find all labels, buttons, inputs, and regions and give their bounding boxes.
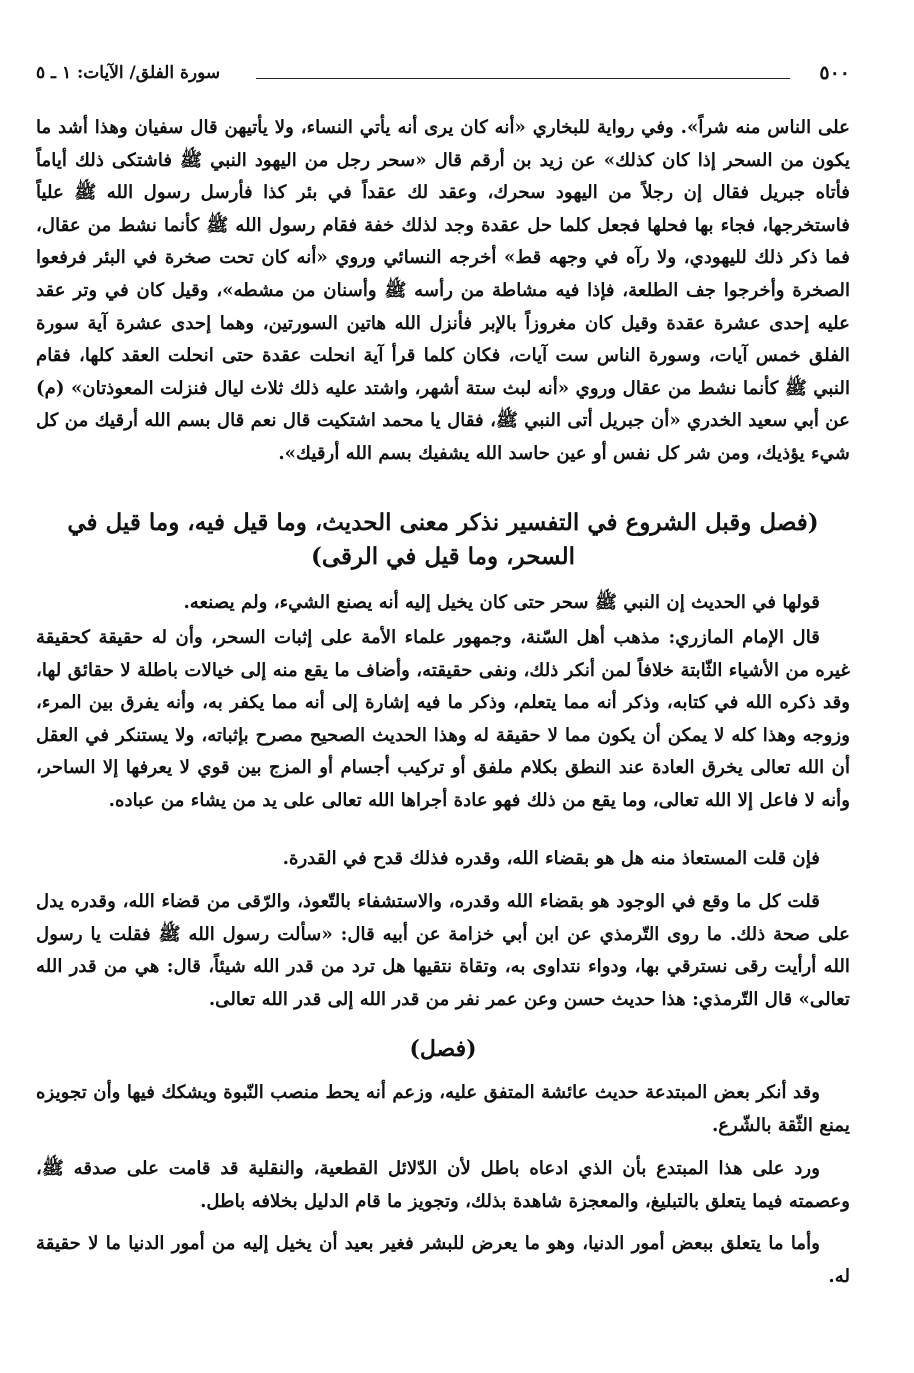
body-paragraph-mazari-opinion: قال الإمام المازري: مذهب أهل السّنة، وجمهور علماء الأمة على إثبات السحر، وأن له حقيقة كحقيقة غيره من الأشياء الثّابتة خلافاً لمن أنكر ذلك، ونفى حقيقته، وأضاف ما يقع منه إلى خيالات باطلة لا حقائق لها، وقد ذكره الله في كتابه، وذكر أنه مما يتعلم، وذكر ما فيه إشارة إلى أنه مما يكفر به، وأنه يفرق بين المرء، وزوجه وهذا كله لا يمكن أن يكون مما لا حقيقة له وهذا الحديث الصحيح مصرح بإثباته، ولا يستنكر في العقل أن الله تعالى يخرق العادة عند النطق بكلام ملفق أو تركيب أجسام أو المزج بين قوي لا يعرفها إلا الساحر، وأنه لا فاعل إلا الله تعالى، وما يقع من ذلك فهو عادة أجراها الله تعالى على يد من يشاء من عباده. [36,627,850,811]
body-paragraph-worldly-matters: وأما ما يتعلق ببعض أمور الدنيا، وهو ما يعرض للبشر فغير بعيد أن يخيل إليه من أمور الدنيا ما لا حقيقة له. [36,1233,850,1287]
body-paragraph-refutation: ورد على هذا المبتدع بأن الذي ادعاه باطل لأن الدّلائل القطعية، والنقلية قد قامت على صدقه ﷺ، وعصمته فيما يتعلق بالتبليغ، والمعجزة شاهدة بذلك، وتجويز ما قام الدليل بخلافه باطل. [36,1158,850,1212]
body-paragraph-answer: قلت كل ما وقع في الوجود هو بقضاء الله وقدره، والاستشفاء بالتّعوذ، والرّقى من قضاء الله، وقدره يدل على صحة ذلك. ما روى التّرمذي عن ابن أبي خزامة عن أبيه قال: «سألت رسول الله ﷺ فقلت يا رسول الله أرأيت رقى نسترقي بها، ودواء نتداوى به، وتقاة نتقيها هل ترد من قدر الله شيئاً، قال: هي من قدر الله تعالى» قال التّرمذي: هذا حديث حسن وعن عمر نفر من قدر الله إلى قدر الله تعالى. [36,891,850,1010]
chapter-title: سورة الفلق/ الآيات: ١ ـ ٥ [36,63,221,83]
section-subheading: (فصل) [409,1036,477,1062]
header-rule [256,78,790,79]
body-paragraph-hadith-statement: قولها في الحديث إن النبي ﷺ سحر حتى كان يخيل إليه أنه يصنع الشيء، ولم يصنعه. [183,592,820,613]
running-header [36,60,850,86]
section-heading: (فصل وقبل الشروع في التفسير نذكر معنى الحديث، وما قيل فيه، وما قيل في السحر، وما قيل في الرقى) [67,509,819,570]
body-paragraph-objection: وقد أنكر بعض المبتدعة حديث عائشة المتفق عليه، وزعم أنه يحط منصب النّبوة ويشكك فيها وأن تجويزه يمنع الثّقة بالشّرع. [36,1082,850,1136]
body-paragraph-hadith-narrations: على الناس منه شراً». وفي رواية للبخاري «أنه كان يرى أنه يأتي النساء، ولا يأتيهن قال سفيان وهذا أشد ما يكون من السحر إذا كان كذلك» عن زيد بن أرقم قال «سحر رجل من اليهود النبي ﷺ فاشتكى ذلك أياماً فأتاه جبريل فقال إن رجلاً من اليهود سحرك، وعقد لك عقداً في بئر كذا فأرسل رسول الله ﷺ علياً فاستخرجها، فجاء بها فحلها فجعل كلما حل عقدة وجد لذلك خفة فقام رسول الله ﷺ كأنما نشط من عقال، فما ذكر ذلك لليهودي، ولا رآه في وجهه قط» أخرجه النسائي وروي «أنه كان تحت صخرة في البئر فرفعوا الصخرة وأخرجوا جف الطلعة، فإذا فيه مشاطة من رأسه ﷺ وأسنان من مشطه»، وقيل كان في وتر عقد عليه إحدى عشرة عقدة وقيل كان مغروزاً بالإبر فأنزل الله هاتين السورتين، وهما إحدى عشرة آية سورة الفلق خمس آيات، وسورة الناس ست آيات، فكان كلما قرأ آية انحلت عقدة حتى انحلت العقد كلها، فقام النبي ﷺ كأنما نشط من عقال وروي «أنه لبث ستة أشهر، واشتد عليه ذلك ثلاث ليال فنزلت المعوذتان» (م) عن أبي سعيد الخدري «أن جبريل أتى النبي ﷺ، فقال يا محمد اشتكيت قال نعم قال بسم الله أرقيك من كل شيء يؤذيك، ومن شر كل نفس أو عين حاسد الله يشفيك بسم الله أرقيك». [36,117,850,464]
page-number: ٥٠٠ [819,62,850,84]
body-paragraph-question: فإن قلت المستعاذ منه هل هو بقضاء الله، وقدره فذلك قدح في القدرة. [282,848,820,869]
